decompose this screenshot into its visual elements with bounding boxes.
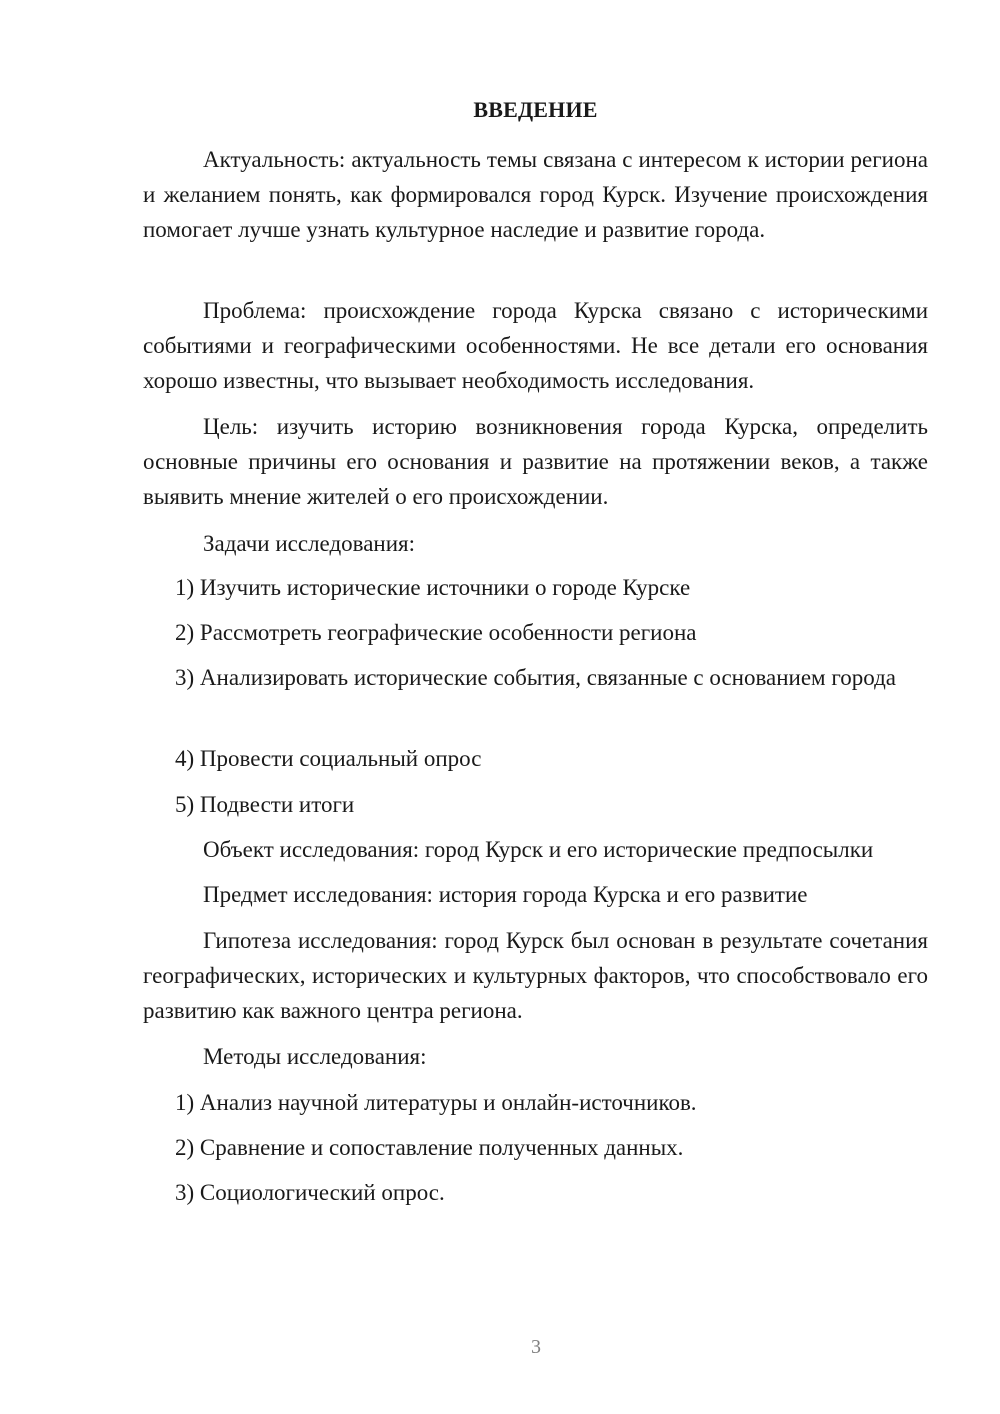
method-item: 2) Сравнение и сопоставление полученных данных.: [175, 1135, 684, 1160]
method-item: 3) Социологический опрос.: [175, 1180, 445, 1205]
methods-heading: Методы исследования:: [203, 1044, 427, 1069]
task-item: 2) Рассмотреть географические особенности региона: [175, 620, 697, 645]
task-item: 1) Изучить исторические источники о городе Курске: [175, 575, 691, 600]
task-item: 5) Подвести итоги: [175, 792, 355, 817]
task-item: 4) Провести социальный опрос: [175, 746, 482, 771]
section-title: ВВЕДЕНИЕ: [473, 97, 598, 122]
method-item: 1) Анализ научной литературы и онлайн-источников.: [175, 1090, 697, 1115]
object-paragraph: Объект исследования: город Курск и его исторические предпосылки: [203, 837, 874, 862]
tasks-heading: Задачи исследования:: [203, 531, 416, 556]
page-number: 3: [531, 1336, 541, 1358]
problem-paragraph: Проблема: происхождение города Курска связано с историческими событиями и географическими особенностями. Не все детали его основания хорошо известны, что вызывает необходимость исследования.: [143, 298, 928, 393]
relevance-paragraph: Актуальность: актуальность темы связана с интересом к истории региона и желанием понять, как формировался город Курск. Изучение происхождения помогает лучше узнать культурное наследие и развитие города.: [143, 147, 928, 242]
hypothesis-paragraph: Гипотеза исследования: город Курск был основан в результате сочетания географических, исторических и культурных факторов, что способствовало его развитию как важного центра региона.: [143, 928, 928, 1023]
subject-paragraph: Предмет исследования: история города Курска и его развитие: [203, 882, 808, 907]
task-item: 3) Анализировать исторические события, связанные с основанием города: [175, 665, 896, 690]
goal-paragraph: Цель: изучить историю возникновения города Курска, определить основные причины его основания и развитие на протяжении веков, а также выявить мнение жителей о его происхождении.: [143, 414, 928, 509]
